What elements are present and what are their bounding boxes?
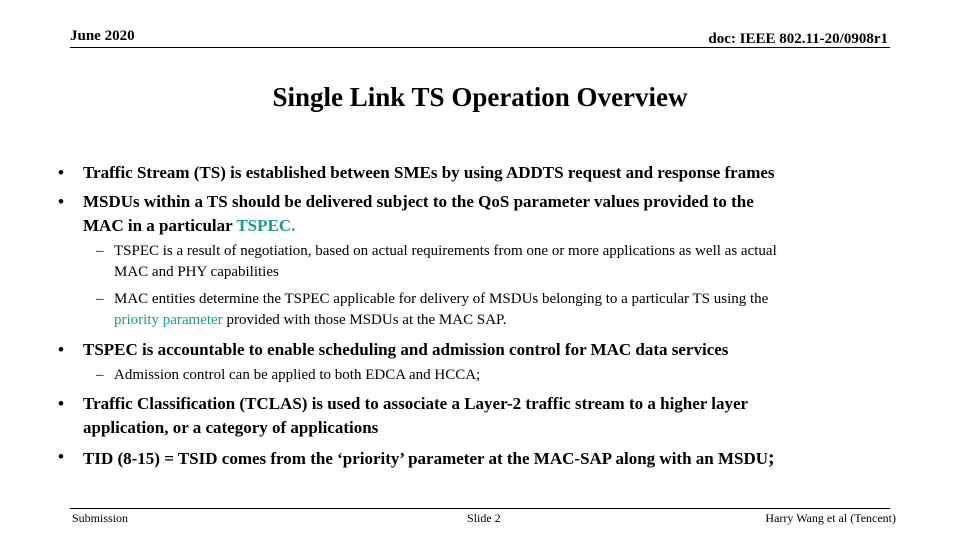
bullet-marker: • <box>58 340 64 359</box>
bullet-5-tail: ; <box>768 447 775 469</box>
subbullet-3-line1: Admission control can be applied to both EDCA and HCCA; <box>114 367 481 383</box>
header-divider <box>70 47 890 48</box>
bullet-2-text: MAC in a particular <box>83 216 237 235</box>
subbullet-2-line2 <box>114 312 506 329</box>
bullet-4-text-line1: Traffic Classification (TCLAS) is used to associate a Layer-2 traffic stream to a higher layer <box>83 394 749 413</box>
bullet-3-text: TSPEC is accountable to enable scheduling and admission control for MAC data services <box>83 340 729 359</box>
subbullet-2-line2-tail: provided with those MSDUs at the MAC SAP. <box>222 312 507 328</box>
header-doc-id: doc: IEEE 802.11-20/0908r1 <box>708 31 888 47</box>
subbullet-1-line1: TSPEC is a result of negotiation, based on actual requirements from one or more applications as well as actual <box>114 243 777 259</box>
subbullet-2-line1: MAC entities determine the TSPEC applicable for delivery of MSDUs belonging to a particular TS using the <box>114 291 769 307</box>
subbullet-marker: – <box>96 367 104 383</box>
footer-author: Harry Wang et al (Tencent) <box>765 511 896 525</box>
footer-divider <box>70 508 890 509</box>
header-date: June 2020 <box>70 28 135 44</box>
bullet-2-text-line2 <box>83 216 295 236</box>
bullet-2-text-line1: MSDUs within a TS should be delivered subject to the QoS parameter values provided to the <box>83 192 754 211</box>
tspec-highlight: TSPEC. <box>236 216 296 235</box>
footer-slide-number: Slide 2 <box>467 511 501 525</box>
bullet-marker: • <box>58 163 64 182</box>
bullet-1-text: Traffic Stream (TS) is established between SMEs by using ADDTS request and response frames <box>83 163 775 182</box>
subbullet-marker: – <box>96 291 104 307</box>
bullet-4-text-line2: application, or a category of applications <box>83 418 379 437</box>
subbullet-marker: – <box>96 243 104 259</box>
bullet-5-text <box>83 447 775 470</box>
bullet-marker: • <box>58 192 64 211</box>
subbullet-1-line2: MAC and PHY capabilities <box>114 264 279 280</box>
bullet-marker: • <box>58 447 64 466</box>
bullet-marker: • <box>58 394 64 413</box>
footer-submission: Submission <box>72 511 129 525</box>
bullet-5-main: TID (8-15) = TSID comes from the ‘priority’ parameter at the MAC-SAP along with an MSDU <box>83 449 769 468</box>
priority-parameter-highlight: priority parameter <box>114 312 223 328</box>
slide-title: Single Link TS Operation Overview <box>272 82 688 112</box>
